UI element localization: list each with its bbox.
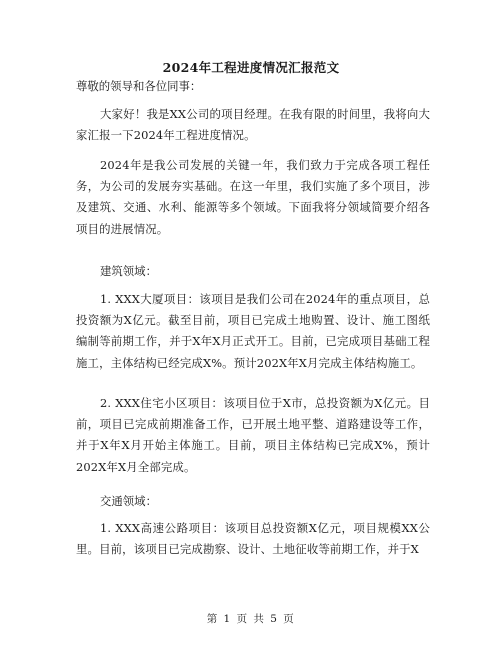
section-heading-construction: 建筑领域： — [100, 264, 157, 278]
transport-item-1: 1. XXX高速公路项目：该项目总投资额X亿元，项目规模XX公里。目前，该项目已完成勘察、设计、土地征收等前期工作，并于X — [76, 521, 430, 557]
section-heading-transport: 交通领域： — [100, 494, 157, 508]
document-title: 2024年工程进度情况汇报范文 — [162, 60, 340, 75]
overview-paragraph: 2024年是我公司发展的关键一年，我们致力于完成各项工程任务，为公司的发展夯实基础。在这一年里，我们实施了多个项目，涉及建筑、交通、水利、能源等多个领域。下面我将分领域简要介绍各项目的进展情况。 — [76, 158, 430, 236]
salutation: 尊敬的领导和各位同事： — [76, 79, 202, 93]
construction-item-2: 2. XXX住宅小区项目：该项目位于X市，总投资额为X亿元。目前，项目已完成前期准备工作，已开展土地平整、道路建设等工作，并于X年X月开始主体施工。目前，项目主体结构已完成X%，预计202X年X月全部完成。 — [76, 396, 430, 474]
intro-paragraph: 大家好！我是XX公司的项目经理。在我有限的时间里，我将向大家汇报一下2024年工程进度情况。 — [76, 107, 430, 143]
construction-item-1: 1. XXX大厦项目：该项目是我们公司在2024年的重点项目，总投资额为X亿元。截至目前，项目已完成土地购置、设计、施工图纸编制等前期工作，并于X年X月正式开工。目前，已完成项目基础工程施工，主体结构已经完成X%。预计202X年X月完成主体结构施工。 — [76, 292, 430, 370]
page-number: 第 1 页 共 5 页 — [206, 613, 296, 625]
